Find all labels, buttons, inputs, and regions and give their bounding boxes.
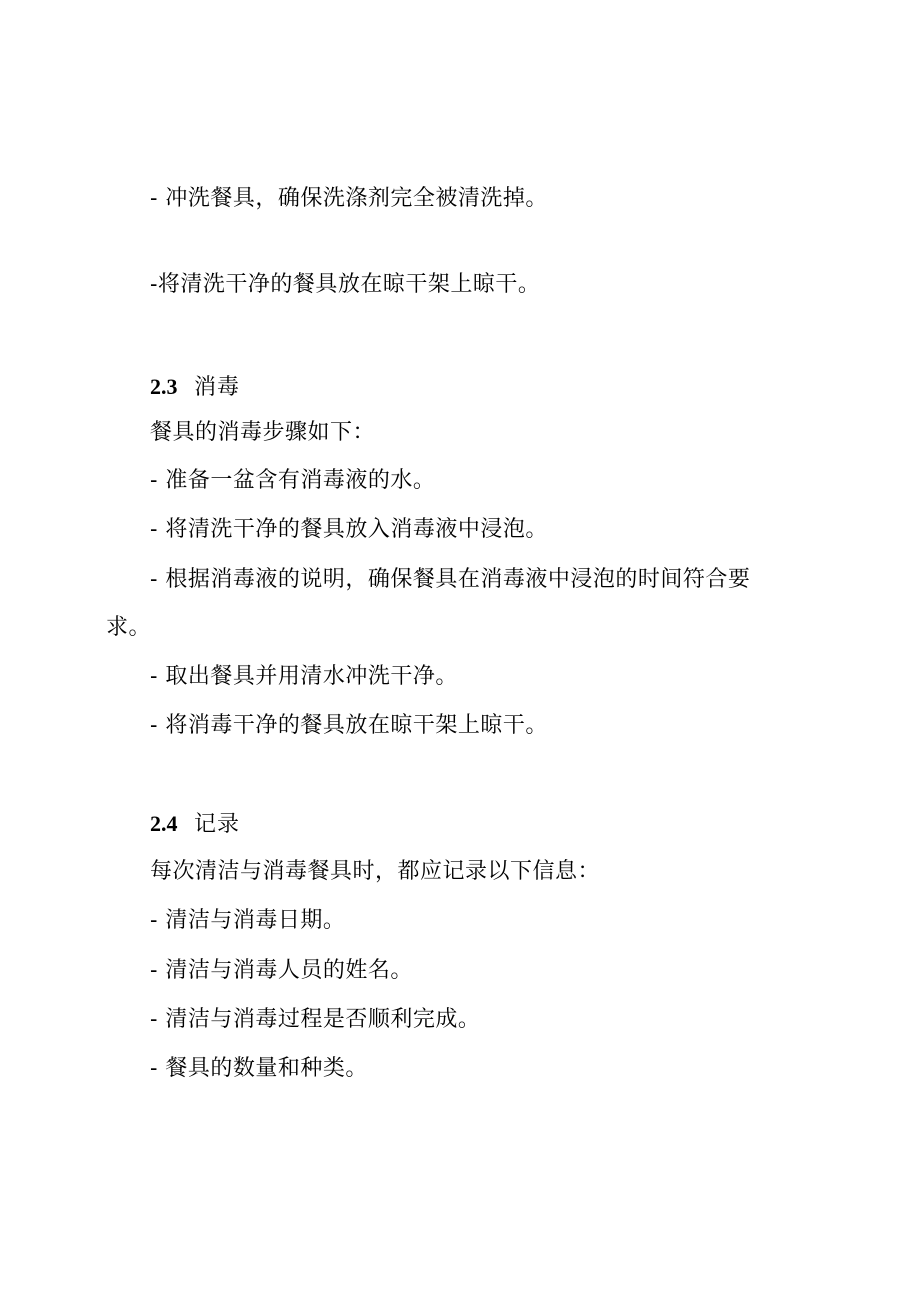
- list-item: - 餐具的数量和种类。: [150, 1056, 368, 1081]
- list-item: - 将消毒干净的餐具放在晾干架上晾干。: [150, 713, 548, 738]
- section-intro: 每次清洁与消毒餐具时，都应记录以下信息：: [150, 859, 601, 884]
- list-item: - 清洁与消毒人员的姓名。: [150, 958, 413, 983]
- list-item: - 根据消毒液的说明，确保餐具在消毒液中浸泡的时间符合要: [150, 567, 751, 592]
- list-item: -将清洗干净的餐具放在晾干架上晾干。: [150, 272, 541, 297]
- section-heading-2-3: [150, 372, 240, 404]
- section-intro: 餐具的消毒步骤如下：: [150, 420, 376, 445]
- list-item: - 清洁与消毒过程是否顺利完成。: [150, 1007, 481, 1032]
- section-number: 2.3: [150, 374, 178, 399]
- section-heading-2-4: [150, 809, 240, 841]
- section-title: 消毒: [194, 375, 241, 400]
- list-item-continuation: 求。: [106, 615, 152, 640]
- section-number: 2.4: [150, 811, 178, 836]
- section-title: 记录: [194, 812, 241, 837]
- list-item: - 准备一盆含有消毒液的水。: [150, 468, 436, 493]
- list-item: - 冲洗餐具，确保洗涤剂完全被清洗掉。: [150, 186, 548, 211]
- list-item: - 将清洗干净的餐具放入消毒液中浸泡。: [150, 517, 548, 542]
- list-item: - 取出餐具并用清水冲洗干净。: [150, 664, 458, 689]
- list-item: - 清洁与消毒日期。: [150, 908, 346, 933]
